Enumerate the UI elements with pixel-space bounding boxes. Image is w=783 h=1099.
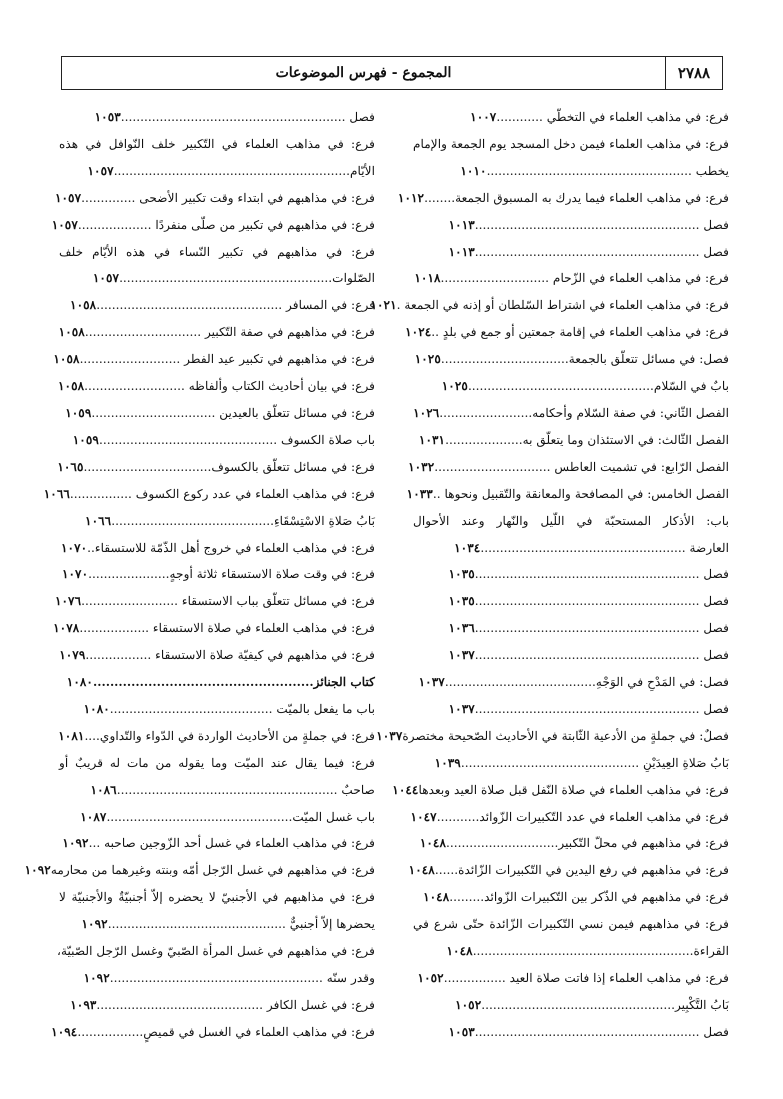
entry-page-number: ١٠١٢ [397, 190, 425, 205]
entry-title: فرع: في مذاهبهم في تكبير من صلّى منفردًا ................... [77, 217, 375, 232]
entry-title: باب غسل الميّت................................................ [106, 809, 375, 824]
index-entry [413, 508, 729, 535]
entry-title: الصّلوات....................................................... [119, 271, 375, 286]
index-entry [413, 373, 729, 400]
entry-title: فرع: في مذاهب العلماء في اشتراط السّلطان أو إذنه في الجمعة . [396, 298, 729, 313]
entry-page-number: ١٠٣٧ [376, 728, 403, 743]
entry-title: فصل .......................................................... [474, 217, 729, 232]
entry-title: فرع: في مذاهبهم في كيفيّة صلاة الاستسقاء ................. [85, 648, 375, 663]
index-entry [413, 750, 729, 777]
entry-page-number: ١٠٩٣ [70, 997, 97, 1012]
index-entry [413, 642, 729, 669]
entry-page-number: ١٠١٠ [460, 163, 487, 178]
index-entry [59, 292, 375, 319]
entry-title: فرع: في مذاهب العلماء فيما يدرك به المسبوق الجمعة........ [424, 190, 729, 205]
index-entry [413, 265, 729, 292]
entry-title: فرع: في مذاهب العلماء فيمن دخل المسجد يوم الجمعة والإمام [413, 136, 729, 151]
entry-page-number: ١٠٥٧ [51, 217, 78, 232]
entry-title: فرع: في مذاهبهم في الأجنبيّ لا يحضره إلاّ أجنبيّةٌ والأجنبيّة لا [59, 890, 375, 905]
entry-page-number: ١٠١٨ [414, 271, 441, 286]
entry-page-number: ١٠٥٩ [65, 405, 92, 420]
entry-title: فصل .......................................................... [474, 594, 729, 609]
entry-title: فرع: في بيان أحاديث الكتاب وألفاظه .......................... [84, 379, 375, 394]
entry-title: فرع: في مذاهب العلماء في عدد ركوع الكسوف ................ [69, 486, 375, 501]
index-entry [413, 427, 729, 454]
entry-page-number: ١٠٥٢ [417, 971, 444, 985]
entry-title: فصل .......................................................... [120, 110, 375, 124]
entry-page-number: ١٠٩٢ [24, 863, 51, 878]
entry-page-number: ١٠٤٨ [408, 863, 435, 878]
entry-title: فصل .......................................................... [474, 621, 729, 636]
entry-page-number: ١٠٣٥ [448, 594, 475, 609]
index-entry [59, 454, 375, 481]
entry-page-number: ١٠٢٥ [414, 352, 441, 367]
entry-page-number: ١٠٩٤ [51, 1024, 78, 1039]
index-entry [59, 938, 375, 965]
index-entry [392, 777, 729, 804]
entry-page-number: ١٠٣٢ [408, 459, 435, 474]
entry-title: فرع: في جملةٍ من الأحاديث الواردة في الدّواء والتّداوي.... [84, 728, 375, 743]
entry-page-number: ١٠٣٩ [434, 755, 461, 770]
entry-page-number: ١٠٥٨ [53, 352, 80, 367]
entry-page-number: ١٠٩٢ [83, 971, 110, 985]
entry-page-number: ١٠٢٦ [413, 405, 440, 420]
entry-title: فرع: في المسافر ................................................ [96, 298, 375, 313]
index-entry [53, 615, 375, 642]
entry-title: فصل .......................................................... [474, 1024, 729, 1039]
entry-page-number: ١٠٦٦ [85, 513, 112, 528]
entry-page-number: ١٠٤٤ [392, 782, 419, 797]
index-entry [408, 857, 729, 884]
entry-page-number: ١٠٩٢ [62, 836, 89, 851]
entry-title: القراءة......................................................... [472, 944, 729, 959]
entry-page-number: ١٠٢٥ [441, 379, 468, 394]
index-entry [413, 911, 729, 938]
entry-title: فرع: في مذاهب العلماء في صلاة الاستسقاء .................. [79, 621, 375, 636]
entry-title: فصلٌ: في جملةٍ من الأدعية الثّابتة في الأحاديث الصّحيحة مختصرة [402, 728, 729, 743]
entry-page-number: ١٠٢٤ [405, 325, 432, 340]
entry-title: فرع: في مذاهب العلماء إذا فاتت صلاة العيد ................ [443, 971, 729, 985]
index-entry [51, 1019, 375, 1046]
entry-page-number: ١٠٧٠ [61, 567, 89, 582]
index-entry [53, 346, 375, 373]
index-entry [413, 104, 729, 131]
index-entry [24, 857, 375, 884]
entry-title: فصل .......................................................... [474, 648, 729, 663]
index-entry [410, 804, 729, 831]
index-entry [397, 185, 729, 212]
entry-title: الفصل الرّابع: في تشميت العاطس .............................. [434, 459, 729, 474]
index-entry [370, 292, 729, 319]
index-entry [413, 400, 729, 427]
index-entry [59, 750, 375, 777]
entry-page-number: ١٠٣٣ [406, 486, 433, 501]
entry-page-number: ١٠٣٧ [448, 701, 475, 716]
entry-page-number: ١٠٣٦ [448, 621, 475, 636]
entry-page-number: ١٠٣٧ [418, 675, 445, 690]
entry-page-number: ١٠٣٤ [454, 540, 481, 555]
index-entry [59, 104, 375, 131]
entry-title: فرع: في مذاهبهم في تكبير عيد الفطر .......................... [79, 352, 375, 367]
entry-page-number: ١٠٨٠ [83, 701, 110, 716]
entry-title: فصل .......................................................... [474, 701, 729, 716]
entry-page-number: ١٠٥٧ [87, 163, 114, 178]
index-entry [406, 481, 729, 508]
entry-title: فرع: في مذاهب العلماء في صلاة النّفل قبل صلاة العيد وبعدها [418, 782, 729, 797]
index-entry [59, 830, 375, 857]
entry-title: فصل: في مسائل تتعلّق بالجمعة................................. [440, 352, 729, 367]
entry-page-number: ١٠٣٧ [448, 648, 475, 663]
index-entry [59, 669, 375, 696]
index-entry [413, 1019, 729, 1046]
entry-page-number: ١٠٥٢ [455, 997, 482, 1012]
entry-page-number: ١٠٠٧ [470, 110, 497, 124]
entry-page-number: ١٠٧٦ [54, 594, 82, 609]
entry-title: باب: الأذكار المستحبّة في اللّيل والنّهار وعند الأحوال [413, 513, 729, 528]
entry-title: فرع: في مذاهبهم في رفع اليدين في التّكبيرات الزّائدة...... [434, 863, 729, 878]
index-entry [59, 696, 375, 723]
index-entry [59, 131, 375, 158]
index-entry [413, 669, 729, 696]
index-entry [413, 884, 729, 911]
entry-title: وقدر سنّه ....................................................... [109, 971, 375, 985]
entry-title: فرع: في مذاهبهم في تكبير النّساء في هذه الأيّام خلف [59, 244, 375, 259]
entry-title: فرع: في مذاهب العلماء في خروج أهل الذّمّة للاستسقاء.. [87, 540, 375, 555]
entry-title: فرع: في مسائل تتعلّق بالكسوف................................. [83, 459, 375, 474]
entry-title: الأيّام............................................................. [113, 163, 375, 178]
entry-title: فرع: في مذاهب العلماء في الزّحام ............................ [440, 271, 729, 286]
entry-title: الفصل الثّاني: في صفة السّلام وأحكامه........................ [439, 405, 729, 420]
index-entry [405, 319, 729, 346]
entry-page-number: ١٠٨٠ [66, 675, 93, 690]
entry-page-number: ١٠٥٨ [58, 325, 85, 340]
entry-page-number: ١٠٥٣ [94, 110, 121, 124]
index-entry [59, 427, 375, 454]
entry-title: فصل: في المَدْحِ في الوَجْهِ....................................... [444, 675, 729, 690]
entry-title: فصل .......................................................... [474, 567, 729, 582]
entry-page-number: ١٠٤٨ [423, 890, 450, 905]
index-entry [59, 535, 375, 562]
entry-title: يحضرها إلاّ أجنبيٌّ .............................................. [107, 917, 375, 932]
index-entry [413, 588, 729, 615]
entry-title: باب صلاة الكسوف .............................................. [98, 432, 375, 447]
index-entry [59, 777, 375, 804]
entry-page-number: ١٠٦٦ [43, 486, 70, 501]
index-entry [59, 723, 375, 750]
entry-title: الفصل الثّالث: في الاستئذان وما يتعلّق به.................... [445, 432, 729, 447]
entry-page-number: ١٠٥٧ [54, 190, 82, 205]
entry-title: فرع: في مذاهب العلماء في التّكبير خلف النّوافل في هذه [59, 136, 375, 151]
index-entry [59, 965, 375, 992]
entry-title: بابٌ في السّلام................................................ [467, 379, 729, 394]
entry-title: فرع: في مذاهب العلماء في غسل أحد الزّوجين صاحبه ... [88, 836, 375, 851]
index-entry [59, 319, 375, 346]
page-number: ٢٧٨٨ [665, 57, 722, 89]
entry-title: فرع: في مذاهب العلماء في عدد التّكبيرات الزّوائد........... [436, 809, 729, 824]
entry-title: بَابُ صَلاةِ العِيدَيْنِ .............................................. [460, 755, 729, 770]
entry-title: فرع: في مذاهبهم في غسل المرأة الصّبيّ وغسل الرّجل الصّبيّة، [57, 944, 375, 959]
page-title: المجموع - فهرس الموضوعات [275, 65, 452, 81]
entry-page-number: ١٠٤٧ [410, 809, 437, 824]
entry-page-number: ١٠٨٦ [90, 782, 117, 797]
entry-title: صاحبٌ ......................................................... [116, 782, 375, 797]
left-index-column [24, 104, 375, 1046]
index-entry [408, 454, 729, 481]
entry-title: فرع: في مسائل تتعلّق بباب الاستسقاء ......................... [81, 594, 375, 609]
index-entry [59, 265, 375, 292]
entry-page-number: ١٠٣١ [418, 432, 446, 447]
entry-title: فرع: في مذاهب العلماء في إقامة جمعتين أو جمع في بلدٍ .. [431, 325, 729, 340]
entry-title: فرع: في غسل الكافر ........................................... [96, 997, 375, 1012]
index-entry [413, 158, 729, 185]
entry-title: فرع: في مذاهبهم في الذّكر بين التّكبيرات الزّوائد......... [449, 890, 729, 905]
entry-title: الفصل الخامس: في المصافحة والمعانقة والتّقبيل ونحوها .. [432, 486, 729, 501]
entry-title: فرع: في مذاهبهم في ابتداء وقت تكبير الأضحى .............. [81, 190, 375, 205]
entry-page-number: ١٠١٣ [448, 217, 475, 232]
entry-page-number: ١٠٤٨ [446, 944, 473, 959]
index-entry [413, 346, 729, 373]
index-entry [59, 884, 375, 911]
entry-title: فرع: في وقت صلاة الاستسقاء ثلاثة أوجهٍ..................... [88, 567, 375, 582]
index-entry [59, 508, 375, 535]
entry-page-number: ١٠٨٧ [80, 809, 107, 824]
index-entry [59, 239, 375, 266]
index-entry [413, 535, 729, 562]
entry-title: بَابُ التَّكْبِير.................................................. [481, 997, 729, 1012]
entry-page-number: ١٠٥٩ [72, 432, 99, 447]
entry-page-number: ١٠٩٢ [81, 917, 108, 932]
index-entry [413, 131, 729, 158]
index-entry [413, 561, 729, 588]
index-entry [413, 615, 729, 642]
entry-page-number: ١٠٧٩ [59, 648, 86, 663]
entry-title: فرع: في مذاهبهم في غسل الرّجل أمّه وبنته وغيرهما من محارمه [50, 863, 375, 878]
index-entry [54, 588, 375, 615]
entry-title: فرع: في مذاهبهم فيمن نسي التّكبيرات الزّائدة حتّى شرع في [413, 917, 729, 932]
entry-title: فرع: في مذاهبهم في صفة التّكبير .............................. [84, 325, 375, 340]
entry-title: فرع: في مسائل تتعلّق بالعيدين ................................ [91, 405, 375, 420]
page-header [61, 56, 723, 90]
index-entry [59, 158, 375, 185]
entry-title: بَابُ صَلاةِ الاسْتِسْقَاءِ.......................................... [111, 513, 375, 528]
entry-title: باب ما يفعل بالميّت .......................................... [109, 701, 375, 716]
index-entry [59, 911, 375, 938]
entry-page-number: ١٠٧٠ [60, 540, 88, 555]
entry-page-number: ١٠٢١ [370, 298, 397, 313]
entry-title: يخطب ..................................................... [486, 163, 729, 178]
index-entry [43, 481, 375, 508]
entry-title: العارضة ..................................................... [480, 540, 729, 555]
entry-page-number: ١٠٥٨ [57, 379, 85, 394]
entry-title: كتاب الجنائز.................................................... [92, 675, 375, 690]
index-entry [51, 212, 375, 239]
entry-page-number: ١٠٥٧ [92, 271, 120, 286]
index-entry [54, 185, 375, 212]
entry-title: فرع: في مذاهبهم في محلّ التّكبير............................. [446, 836, 729, 851]
index-entry [413, 239, 729, 266]
entry-title: فرع: في مذاهب العلماء في التخطّي ............ [496, 110, 729, 124]
index-entry [59, 642, 375, 669]
index-entry [413, 992, 729, 1019]
entry-page-number: ١٠٦٥ [57, 459, 84, 474]
entry-page-number: ١٠٤٨ [419, 836, 447, 851]
entry-page-number: ١٠٥٨ [70, 298, 97, 313]
entry-page-number: ١٠١٣ [448, 244, 475, 259]
index-entry [376, 723, 729, 750]
entry-page-number: ١٠٥٣ [448, 1024, 475, 1039]
index-entry [59, 561, 375, 588]
entry-page-number: ١٠٣٥ [448, 567, 475, 582]
index-entry [413, 212, 729, 239]
index-entry [59, 992, 375, 1019]
index-entry [413, 696, 729, 723]
entry-title: فرع: فيما يقال عند الميّت وما يقوله من مات له قريبٌ أو [59, 755, 375, 770]
index-entry [59, 804, 375, 831]
index-entry [59, 373, 375, 400]
entry-page-number: ١٠٧٨ [53, 621, 80, 636]
entry-title: فرع: في مذاهب العلماء في الغسل في قميصٍ................. [77, 1024, 375, 1039]
entry-title: فصل .......................................................... [474, 244, 729, 259]
entry-page-number: ١٠٨١ [58, 728, 85, 743]
index-entry [413, 938, 729, 965]
index-entry [413, 830, 729, 857]
index-entry [413, 965, 729, 992]
right-index-column [370, 104, 729, 1046]
index-entry [59, 400, 375, 427]
